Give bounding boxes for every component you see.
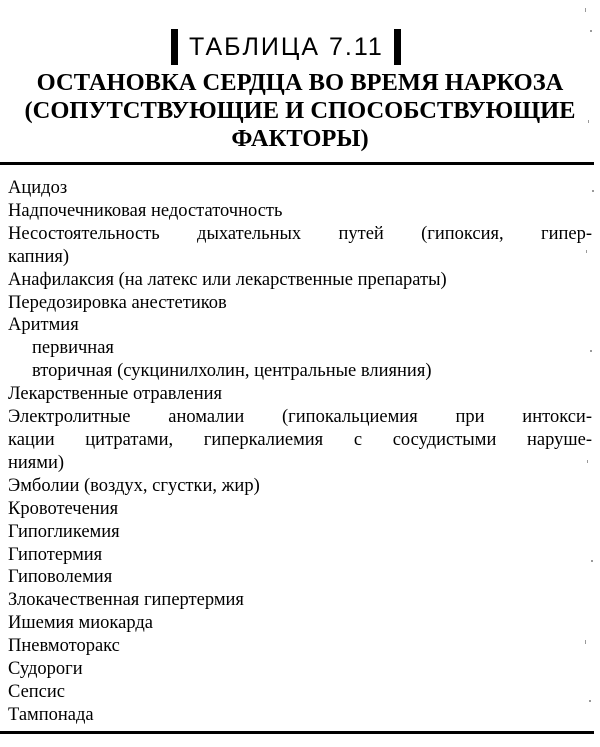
factor-list — [8, 177, 592, 727]
scan-speck — [591, 560, 593, 562]
label-bar-left — [171, 29, 178, 65]
list-item: Электролитные аномалии (гипокальциемия при интокси- — [8, 407, 592, 428]
title-line-1: ОСТАНОВКА СЕРДЦА ВО ВРЕМЯ НАРКОЗА — [36, 69, 564, 96]
scan-speck — [585, 8, 586, 12]
scan-speck — [586, 250, 587, 253]
scan-speck — [589, 700, 591, 702]
scan-speck — [590, 350, 592, 352]
list-item: Эмболии (воздух, сгустки, жир) — [8, 475, 260, 496]
list-item: Кровотечения — [8, 498, 119, 519]
scan-speck — [590, 30, 592, 32]
list-item: кации цитратами, гиперкалиемия с сосудистыми наруше- — [8, 429, 592, 450]
bottom-rule — [0, 731, 594, 734]
list-item: Передозировка анестетиков — [8, 292, 227, 313]
list-item: капния) — [8, 246, 70, 267]
list-item: Надпочечниковая недостаточность — [8, 200, 283, 221]
list-item: Анафилаксия (на латекс или лекарственные препараты) — [8, 269, 447, 290]
table-title — [0, 69, 600, 153]
list-subitem: первичная — [32, 338, 114, 359]
list-item: Гипотермия — [8, 544, 103, 565]
list-item: ниями) — [8, 452, 65, 473]
scan-speck — [585, 640, 586, 644]
list-item: Несостоятельность дыхательных путей (гипоксия, гипер- — [8, 223, 592, 244]
list-item: Гиповолемия — [8, 567, 113, 588]
list-item: Лекарственные отравления — [8, 384, 223, 405]
scan-speck — [587, 460, 588, 463]
list-item: Сепсис — [8, 681, 65, 702]
scan-speck — [592, 190, 594, 192]
scan-speck — [588, 120, 589, 123]
table-number-text: ТАБЛИЦА 7.11 — [189, 33, 384, 61]
list-item: Ишемия миокарда — [8, 613, 153, 634]
title-line-2: (СОПУТСТВУЮЩИЕ И СПОСОБСТВУЮЩИЕ — [24, 97, 576, 124]
list-item: Судороги — [8, 659, 83, 680]
list-subitem: вторичная (сукцинилхолин, центральные влияния) — [32, 361, 432, 382]
table-number-label — [171, 29, 401, 65]
list-item: Ацидоз — [8, 178, 68, 198]
list-item: Злокачественная гипертермия — [8, 590, 244, 611]
title-line-3: ФАКТОРЫ) — [231, 125, 369, 152]
top-rule — [0, 162, 594, 165]
list-item: Гипогликемия — [8, 521, 120, 542]
list-item: Пневмоторакс — [8, 636, 120, 657]
list-item: Тампонада — [8, 704, 94, 725]
label-bar-right — [394, 29, 401, 65]
list-item: Аритмия — [8, 315, 79, 336]
